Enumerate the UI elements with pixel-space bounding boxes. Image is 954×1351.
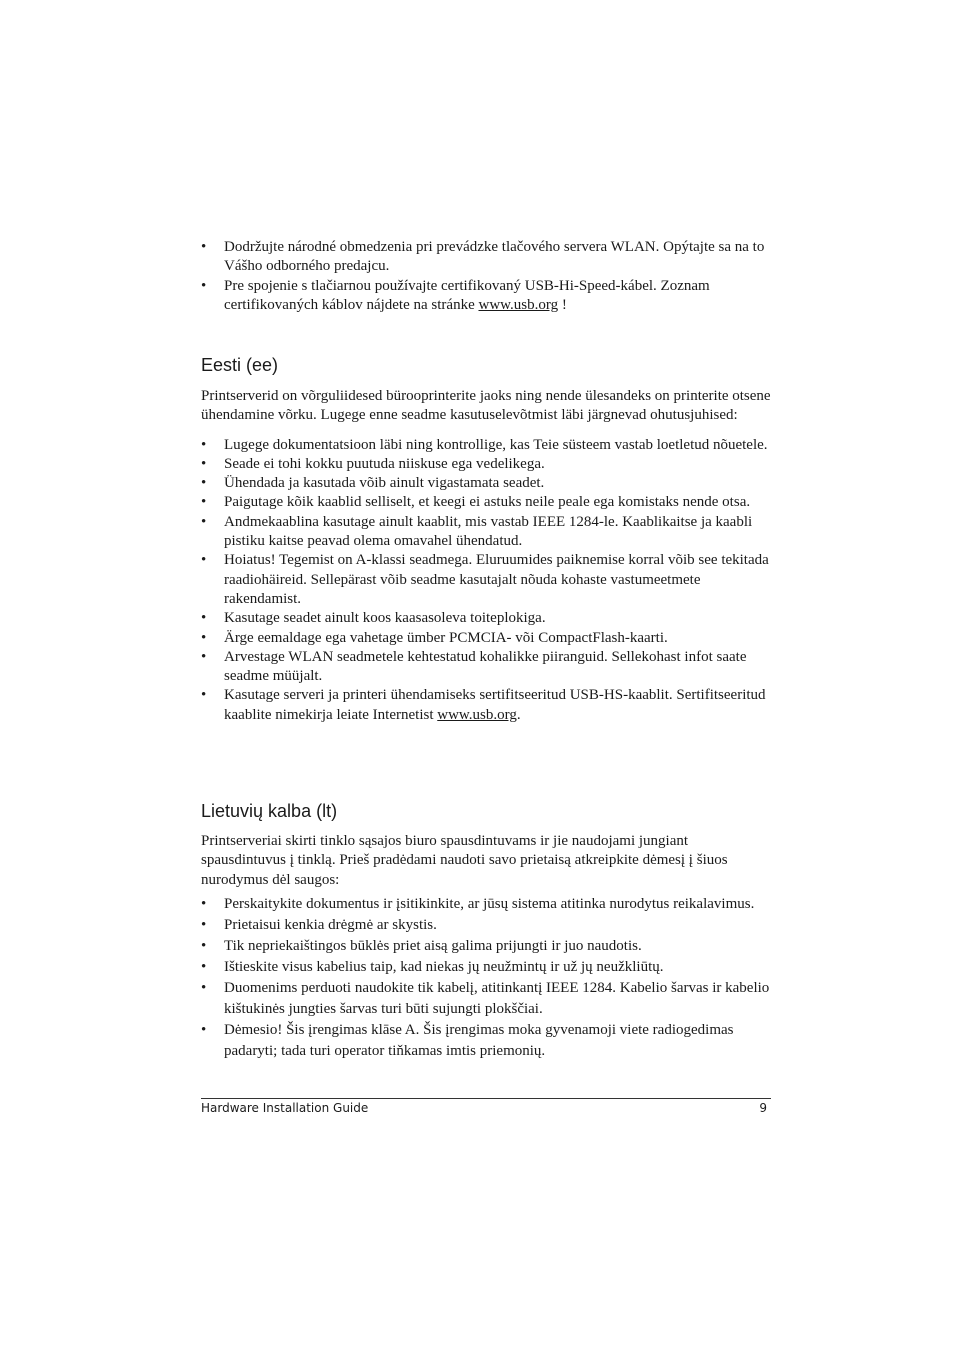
- list-item: • Ärge eemaldage ega vahetage ümber PCMCIA- või CompactFlash-kaarti.: [201, 629, 771, 648]
- list-item: • Seade ei tohi kokku puutuda niiskuse ega vedelikega.: [201, 455, 771, 474]
- lt-section: [201, 800, 771, 1062]
- sk-bullet-list: [201, 238, 771, 315]
- list-item: [201, 277, 771, 316]
- list-item-suffix: !: [558, 296, 567, 313]
- list-item-text: Kasutage serveri ja printeri ühendamiseks sertifitseeritud USB-HS-kaablit. Sertifitseeritud kaablite nimekirja leiate Internetist: [224, 687, 766, 723]
- list-item: • Dėmesio! Šis įrengimas klāse A. Šis įrengimas moka gyvenamoji viete radiogedimas padaryti; tada turi operator tiňkamas imtis priemonių.: [201, 1020, 771, 1062]
- lt-bullet-list: [201, 894, 771, 1062]
- usb-link[interactable]: www.usb.org: [478, 296, 559, 313]
- list-item: • Ištieskite visus kabelius taip, kad niekas jų neužmintų ir už jų neužkliūtų.: [201, 957, 771, 978]
- list-item: • Duomenims perduoti naudokite tik kabelį, atitinkantį IEEE 1284. Kabelio šarvas ir kabelio kištukinės jungties šarvas turi būti sujungti plokščiai.: [201, 978, 771, 1020]
- sk-list-block: [201, 238, 771, 315]
- list-item: • Paigutage kõik kaablid selliselt, et keegi ei astuks neile peale ega komistaks nende otsa.: [201, 493, 771, 512]
- page-footer: [201, 1101, 767, 1115]
- section-intro-lt: Printserveriai skirti tinklo sąsajos biuro spausdintuvams ir jie naudojami jungiant spausdintuvus į tinklą. Prieš pradėdami naudoti savo prietaisą atkreipkite dėmesį į šiuos nurodymus dėl saugos:: [201, 833, 728, 888]
- list-item-text: Pre spojenie s tlačiarnou používajte certifikovaný USB-Hi-Speed-kábel. Zoznam certifikovaných káblov nájdete na stránke: [224, 277, 710, 313]
- footer-title: Hardware Installation Guide: [201, 1101, 369, 1115]
- ee-bullet-list: [201, 436, 771, 725]
- list-item: [201, 686, 771, 725]
- list-item: • Perskaitykite dokumentus ir įsitikinkite, ar jūsų sistema atitinka nurodytus reikalavimus.: [201, 894, 771, 915]
- list-item: • Kasutage seadet ainult koos kaasasoleva toiteplokiga.: [201, 609, 771, 628]
- list-item: • Tik nepriekaištingos būklės priet aisą galima prijungti ir juo naudotis.: [201, 936, 771, 957]
- section-heading-lt: Lietuvių kalba (lt): [201, 801, 338, 821]
- list-item: • Lugege dokumentatsioon läbi ning kontrollige, kas Teie süsteem vastab loetletud nõuetele.: [201, 436, 771, 455]
- list-item: • Prietaisui kenkia drėgmė ar skystis.: [201, 915, 771, 936]
- list-item: • Arvestage WLAN seadmetele kehtestatud kohalikke piiranguid. Sellekohast infot saate seadme müüjalt.: [201, 648, 771, 687]
- list-item: • Ühendada ja kasutada võib ainult vigastamata seadet.: [201, 474, 771, 493]
- footer-divider: [201, 1098, 771, 1099]
- list-item: • Hoiatus! Tegemist on A-klassi seadmega. Eluruumides paiknemise korral võib see tekitada raadiohäireid. Sellepärast võib seadme kasutajalt nõuda kohaste vastumeetmete rakendamist.: [201, 551, 771, 609]
- usb-link[interactable]: www.usb.org: [437, 706, 517, 723]
- page-number: 9: [759, 1101, 767, 1115]
- ee-section: [201, 354, 771, 725]
- list-item: • Andmekaablina kasutage ainult kaablit, mis vastab IEEE 1284-le. Kaablikaitse ja kaabli pistiku kaitse peavad olema omavahel ühendatud.: [201, 513, 771, 552]
- section-intro-ee: Printserverid on võrguliidesed bürooprinterite jaoks ning nende ülesandeks on printerite otsene ühendamine võrku. Lugege enne seadme kasutuselevõtmist läbi järgnevad ohutusjuhised:: [201, 388, 771, 424]
- list-item: • Dodržujte národné obmedzenia pri prevádzke tlačového servera WLAN. Opýtajte sa na to Vášho odborného predajcu.: [201, 238, 771, 277]
- list-item-suffix: .: [516, 706, 521, 723]
- section-heading-ee: Eesti (ee): [201, 355, 279, 375]
